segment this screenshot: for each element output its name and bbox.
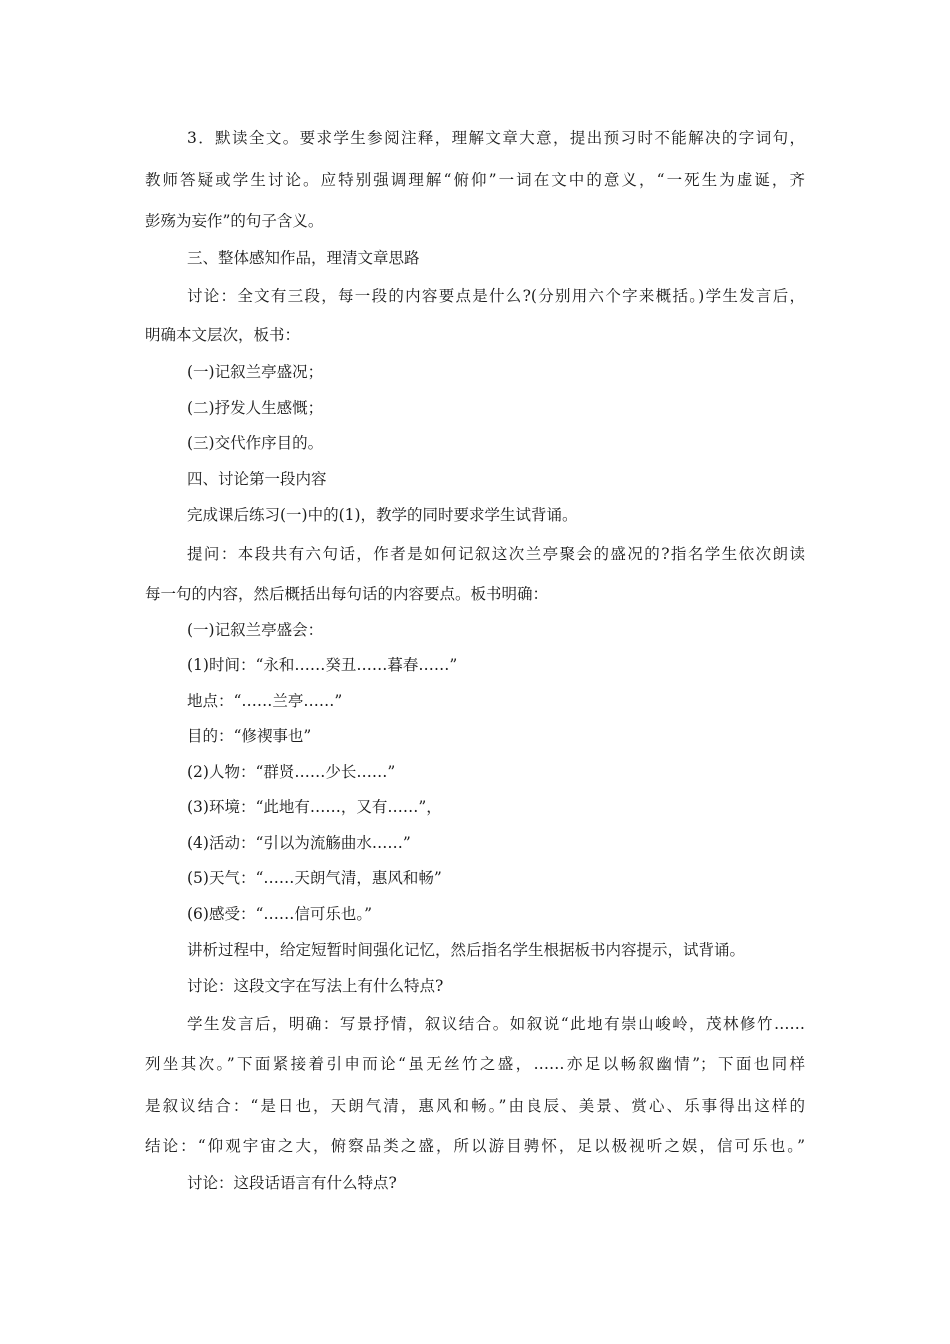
outline-item: (1)时间：“永和……癸丑……暮春……” [187, 656, 458, 674]
outline-item: (4)活动：“引以为流觞曲水……” [187, 834, 411, 852]
outline-item: (二)抒发人生感慨； [187, 399, 324, 417]
outline-item: (6)感受：“……信可乐也。” [187, 905, 373, 923]
paragraph-line: 讨论：这段话语言有什么特点? [187, 1174, 397, 1192]
paragraph-line: 是叙议结合：“是日也，天朗气清，惠风和畅。”由良辰、美景、赏心、乐事得出这样的 [145, 1097, 805, 1115]
paragraph-line: 明确本文层次，板书： [145, 326, 301, 344]
outline-item: (3)环境：“此地有……，又有……”， [187, 798, 442, 816]
paragraph-line: 学生发言后，明确：写景抒情，叙议结合。如叙说“此地有崇山峻岭，茂林修竹…… [187, 1015, 805, 1033]
paragraph-line: 3．默读全文。要求学生参阅注释，理解文章大意，提出预习时不能解决的字词句， [187, 129, 805, 147]
paragraph-line: 教师答疑或学生讨论。应特别强调理解“俯仰”一词在文中的意义，“一死生为虚诞，齐 [145, 171, 805, 189]
outline-item: 地点：“……兰亭……” [187, 692, 343, 710]
outline-item: (一)记叙兰亭盛况； [187, 363, 324, 381]
paragraph-line: 列坐其次。”下面紧接着引申而论“虽无丝竹之盛，……亦足以畅叙幽情”；下面也同样 [145, 1055, 805, 1073]
paragraph-line: 每一句的内容，然后概括出每句话的内容要点。板书明确： [145, 585, 549, 603]
paragraph-line: 彭殇为妄作”的句子含义。 [145, 212, 324, 230]
paragraph-line: 结论：“仰观宇宙之大，俯察品类之盛，所以游目骋怀，足以极视听之娱，信可乐也。” [145, 1137, 805, 1155]
paragraph-line: 完成课后练习(一)中的(1)，教学的同时要求学生试背诵。 [187, 506, 578, 524]
outline-item: 目的：“修禊事也” [187, 727, 312, 745]
paragraph-line: 讲析过程中，给定短暂时间强化记忆，然后指名学生根据板书内容提示，试背诵。 [187, 941, 746, 959]
section-heading: 四、讨论第一段内容 [187, 470, 327, 488]
outline-item: (三)交代作序目的。 [187, 434, 324, 452]
outline-item: (一)记叙兰亭盛会： [187, 621, 324, 639]
outline-item: (5)天气：“……天朗气清，惠风和畅” [187, 869, 442, 887]
paragraph-line: 讨论：全文有三段，每一段的内容要点是什么?(分别用六个字来概括。)学生发言后， [187, 287, 805, 305]
outline-item: (2)人物：“群贤……少长……” [187, 763, 396, 781]
paragraph-line: 提问：本段共有六句话，作者是如何记叙这次兰亭聚会的盛况的?指名学生依次朗读 [187, 545, 805, 563]
section-heading: 三、整体感知作品，理清文章思路 [187, 249, 420, 267]
paragraph-line: 讨论：这段文字在写法上有什么特点? [187, 977, 444, 995]
